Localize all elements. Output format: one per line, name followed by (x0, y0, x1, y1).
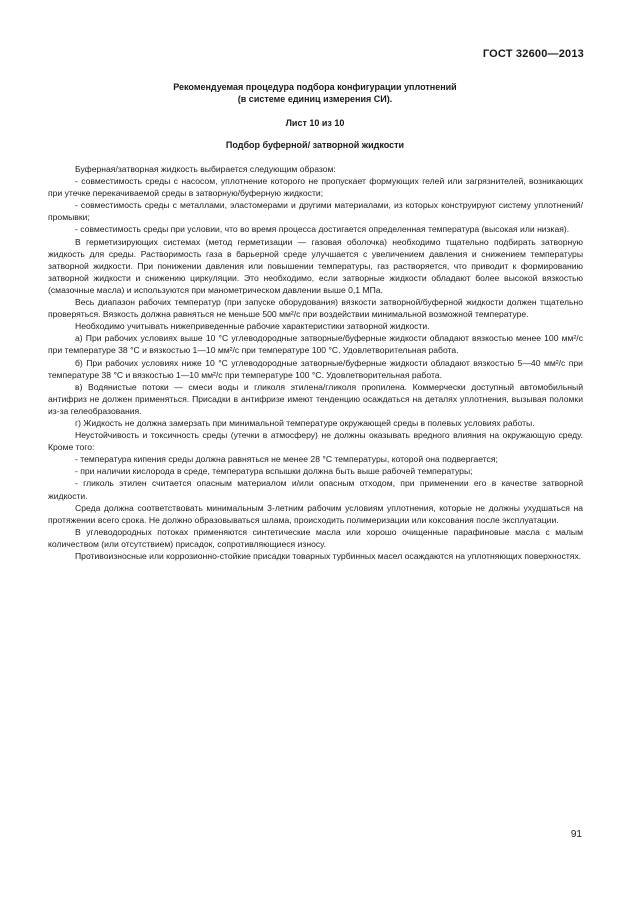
paragraph: - совместимость среды при условии, что во время процесса достигается определенная температура (высокая или низкая). (75, 224, 570, 235)
section-subtitle: Подбор буферной/ затворной жидкости (225, 140, 405, 150)
paragraph: Необходимо учитывать нижеприведенные рабочие характеристики затворной жидкости. (75, 321, 430, 332)
paragraph: В герметизирующих системах (метод герметизации — газовая оболочка) необходимо тщательно подбирать затворную жидкость для среды. Растворимость газа в барьерной среде улучшается с увеличением давления и снижением температуры затворной жидкости. При понижении давления или повышении температуры, газ растворяется, что приводит к формированию затворной жидкости и снижению циркуляции. Это необходимо, если затворные жидкости обладают более высокой вязкостью (смазочные масла) и используются при манометрическом давлении выше 0,1 МПа. (48, 236, 583, 295)
paragraph: в) Водянистые потоки — смеси воды и гликоля этилена/гликоля пропилена. Коммерчески доступный автомобильный антифриз не должен применяться. Присадки в антифризе имеют тенденцию осаждаться на деталях уплотнения, вызывая поломки из-за гелеобразования. (48, 381, 583, 416)
paragraph: Противоизносные или коррозионно-стойкие присадки товарных турбинных масел осаждаются на уплотняющих поверхностях. (75, 551, 582, 561)
paragraph: В углеводородных потоках применяются синтетические масла или хорошо очищенные парафиновые масла с малым количеством (или отсутствием) присадок, сопротивляющиеся износу. (48, 526, 583, 549)
paragraph: г) Жидкость не должна замерзать при минимальной температуре окружающей среды в полевых условиях работы. (75, 417, 535, 428)
paragraph: а) При рабочих условиях выше 10 °С углеводородные затворные/буферные жидкости обладают вязкостью менее 100 мм²/с при температуре 38 °С и вязкостью 1—10 мм²/с при температуре 100 °С. Удовлетворительная работа. (48, 333, 583, 356)
paragraph: - при наличии кислорода в среде, температура вспышки должна быть выше рабочей температуры; (75, 466, 473, 477)
paragraph: б) При рабочих условиях ниже 10 °С углеводородные затворные/буферные жидкости обладают вязкостью 5—40 мм²/с при температуре 38 °С и вязкостью 1—10 мм²/с при температуре 100 °С. Удовлетворительная работа. (48, 357, 583, 380)
sheet-number: Лист 10 из 10 (285, 118, 345, 128)
paragraph: Буферная/затворная жидкость выбирается следующим образом: (75, 164, 336, 174)
body-text (48, 163, 583, 562)
paragraph: Неустойчивость и токсичность среды (утечки в атмосферу) не должны оказывать вредного влияния на окружающую среду. Кроме того: (48, 430, 583, 453)
page-number: 91 (570, 829, 582, 840)
paragraph: - температура кипения среды должна равняться не менее 28 °С температуры, которой она подвергается; (75, 454, 498, 465)
paragraph: - совместимость среды с металлами, эластомерами и другими материалами, из которых конструируют систему уплотнений/промывки; (48, 200, 583, 223)
paragraph: Среда должна соответствовать минимальным 3-летним рабочим условиям уплотнения, которые не должны ухудшаться на протяжении всего срока. Не должно образовываться шлама, происходить полимеризации или коксования после эксплуатации. (48, 502, 583, 525)
paragraph: - совместимость среды с насосом, уплотнение которого не пропускает формующих гелей или загрязнителей, возникающих при утечке перекачиваемой среды в затворную/буферную жидкости; (48, 176, 583, 199)
title-line-1: Рекомендуемая процедура подбора конфигурации уплотнений (173, 82, 457, 92)
standard-code: ГОСТ 32600—2013 (482, 48, 584, 60)
document-title (0, 81, 630, 105)
paragraph: Весь диапазон рабочих температур (при запуске оборудования) вязкости затворной/буферной жидкости должен тщательно проверяться. Вязкость должна равняться не меньше 500 мм²/с при воздействии минимальной возможной температуре. (48, 297, 583, 320)
paragraph: - гликоль этилен считается опасным материалом и/или опасным отходом, при применении его в качестве затворной жидкости. (48, 478, 583, 501)
title-line-2: (в системе единиц измерения СИ). (237, 94, 393, 104)
